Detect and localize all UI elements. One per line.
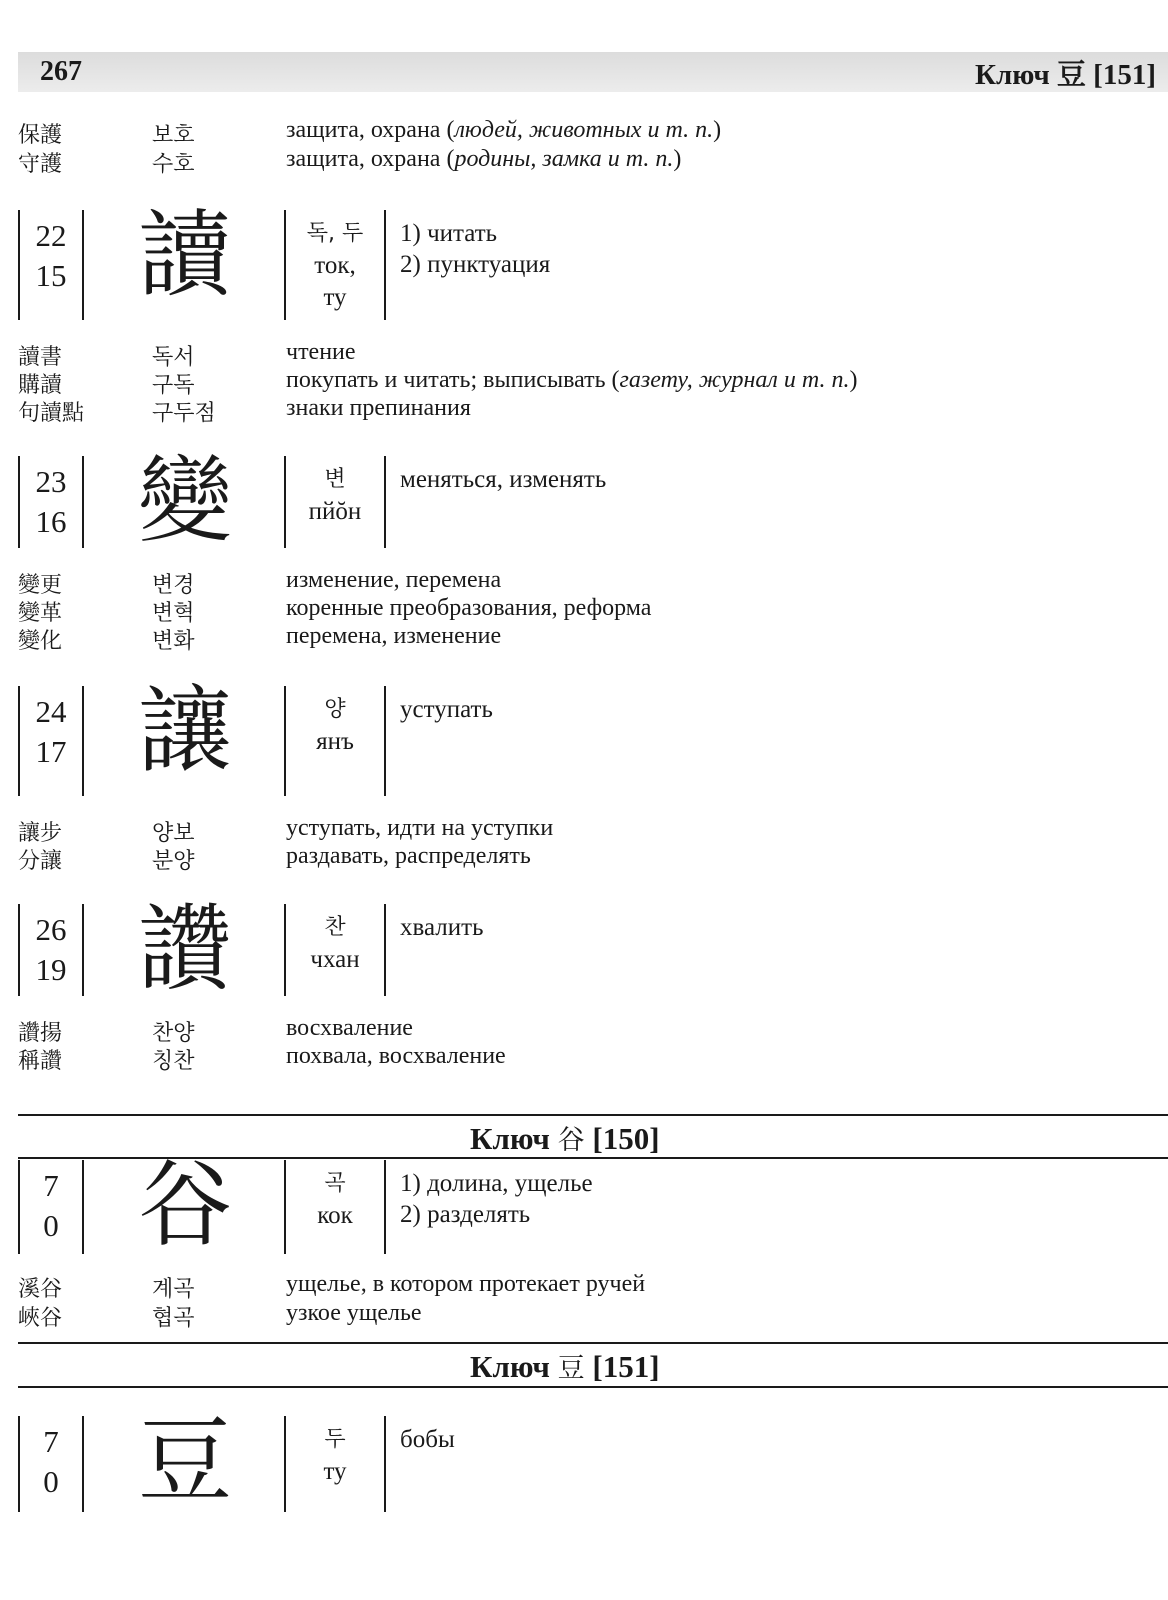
compound-hangul: 찬양	[152, 1021, 195, 1046]
reading-russian: ту	[323, 1458, 347, 1485]
meanings	[400, 694, 493, 725]
character-entry	[18, 1407, 1168, 1516]
compound-hanja: 購讀	[18, 373, 63, 398]
stroke-total: 22	[35, 218, 67, 253]
divider	[384, 456, 386, 548]
compound-translation: знаки препинания	[286, 395, 471, 421]
compound-hangul: 변경	[152, 573, 195, 598]
section-number: [151]	[592, 1349, 660, 1384]
section-label: Ключ	[470, 1349, 550, 1384]
running-head: Ключ 豆 [151]	[974, 59, 1156, 91]
compound-translation: изменение, перемена	[286, 567, 502, 593]
meanings	[400, 1424, 455, 1455]
headword-glyph: 谷	[137, 1151, 232, 1260]
compound-hanja: 讓步	[18, 821, 63, 846]
character-entry	[18, 677, 1168, 796]
section-rule	[18, 1386, 1168, 1388]
meanings	[400, 218, 550, 280]
stroke-count	[18, 1422, 84, 1502]
reading-russian: чхан	[310, 946, 360, 973]
meaning: 1) долина, ущелье	[400, 1170, 593, 1197]
compound-hanja: 溪谷	[18, 1277, 63, 1302]
compound-hanja: 稱讚	[18, 1049, 63, 1074]
compound-hanja: 分讓	[18, 849, 63, 874]
compound-hangul: 분양	[152, 849, 195, 874]
reading-korean: 곡	[324, 1171, 346, 1196]
meaning: 2) пунктуация	[400, 251, 551, 278]
stroke-extra: 15	[35, 258, 67, 293]
compound-hanja: 變更	[18, 573, 63, 598]
section-radical: 谷	[557, 1125, 585, 1156]
compound-hangul: 구독	[152, 373, 195, 398]
compound-hangul: 칭찬	[152, 1049, 195, 1074]
compound-hangul: 협곡	[152, 1306, 195, 1331]
reading-russian: кок	[317, 1202, 353, 1229]
compound-translation: покупать и читать; выписывать (газету, журнал и т. п.)	[286, 367, 858, 393]
section-heading	[470, 1118, 660, 1157]
divider	[384, 904, 386, 996]
compound-hangul: 변혁	[152, 601, 195, 626]
readings	[286, 464, 384, 528]
page-number: 267	[40, 56, 82, 87]
compound-translation: узкое ущелье	[286, 1300, 422, 1326]
meaning: меняться, изменять	[400, 466, 607, 493]
reading-korean: 두	[324, 1427, 346, 1452]
compound-translation: защита, охрана (родины, замка и т. п.)	[286, 146, 682, 172]
divider	[384, 686, 386, 796]
readings	[286, 218, 384, 314]
headword-glyph: 豆	[137, 1407, 232, 1516]
meaning: хвалить	[400, 914, 484, 941]
meaning: уступать	[400, 696, 493, 723]
compound-hanja: 守護	[18, 152, 63, 177]
section-rule	[18, 1114, 1168, 1116]
compound-hanja: 讀書	[18, 345, 63, 370]
reading-russian: ту	[323, 284, 347, 311]
readings	[286, 1424, 384, 1488]
meaning: бобы	[400, 1426, 455, 1453]
compound-hangul: 계곡	[152, 1277, 195, 1302]
stroke-count	[18, 1166, 84, 1246]
reading-korean: 독, 두	[306, 221, 364, 246]
reading-korean: 양	[324, 697, 346, 722]
compound-translation: защита, охрана (людей, животных и т. п.)	[286, 117, 722, 143]
reading-russian: ток,	[314, 252, 356, 279]
compound-hanja: 保護	[18, 123, 63, 148]
meanings	[400, 1168, 593, 1230]
compound-hanja: 讚揚	[18, 1021, 63, 1046]
compound-hanja: 峽谷	[18, 1306, 63, 1331]
compound-translation: раздавать, распределять	[286, 843, 531, 869]
character-entry	[18, 895, 1168, 1004]
stroke-total: 26	[35, 912, 67, 947]
readings	[286, 694, 384, 758]
section-heading	[470, 1346, 660, 1385]
meanings	[400, 912, 483, 943]
stroke-extra: 16	[35, 504, 67, 539]
compound-hanja: 句讀點	[18, 401, 85, 426]
compound-translation: перемена, изменение	[286, 623, 502, 649]
compound-hangul: 양보	[152, 821, 195, 846]
meaning: 1) читать	[400, 220, 498, 247]
section-number: [150]	[592, 1121, 660, 1156]
stroke-count	[18, 462, 84, 542]
headword-glyph: 讀	[137, 201, 232, 310]
divider	[384, 210, 386, 320]
compound-hanja: 變革	[18, 601, 63, 626]
reading-korean: 변	[324, 467, 346, 492]
compound-translation: ущелье, в котором протекает ручей	[286, 1271, 646, 1297]
character-entry	[18, 201, 1168, 320]
headword-glyph: 變	[137, 447, 232, 556]
divider	[384, 1416, 386, 1512]
stroke-extra: 19	[35, 952, 67, 987]
reading-korean: 찬	[324, 915, 346, 940]
stroke-count	[18, 692, 84, 772]
meaning: 2) разделять	[400, 1201, 531, 1228]
character-entry	[18, 447, 1168, 556]
compound-hangul: 보호	[152, 123, 195, 148]
stroke-extra: 0	[43, 1208, 59, 1243]
compound-hangul: 변화	[152, 629, 195, 654]
reading-russian: янъ	[316, 728, 354, 755]
reading-russian: пйŏн	[308, 498, 362, 525]
section-label: Ключ	[470, 1121, 550, 1156]
character-entry	[18, 1151, 1168, 1260]
stroke-total: 7	[43, 1168, 59, 1203]
compound-hangul: 독서	[152, 345, 195, 370]
meanings	[400, 464, 606, 495]
compound-note: газету, журнал и т. п.	[619, 367, 850, 393]
section-rule	[18, 1342, 1168, 1344]
section-radical: 豆	[557, 1353, 585, 1384]
stroke-extra: 17	[35, 734, 67, 769]
stroke-count	[18, 216, 84, 296]
compound-hangul: 수호	[152, 152, 195, 177]
compound-translation: восхваление	[286, 1015, 413, 1041]
stroke-total: 7	[43, 1424, 59, 1459]
compound-hanja: 變化	[18, 629, 63, 654]
compound-translation: похвала, восхваление	[286, 1043, 506, 1069]
compound-note: родины, замка и т. п.	[454, 146, 674, 172]
compound-translation: уступать, идти на уступки	[286, 815, 554, 841]
compound-note: людей, животных и т. п.	[454, 117, 714, 143]
headword-glyph: 讓	[137, 677, 232, 786]
stroke-count	[18, 910, 84, 990]
stroke-total: 24	[35, 694, 67, 729]
readings	[286, 912, 384, 976]
stroke-total: 23	[35, 464, 67, 499]
stroke-extra: 0	[43, 1464, 59, 1499]
divider	[384, 1160, 386, 1254]
compound-translation: чтение	[286, 339, 356, 365]
headword-glyph: 讚	[137, 895, 232, 1004]
compound-hangul: 구두점	[152, 401, 216, 426]
readings	[286, 1168, 384, 1232]
compound-translation: коренные преобразования, реформа	[286, 595, 652, 621]
